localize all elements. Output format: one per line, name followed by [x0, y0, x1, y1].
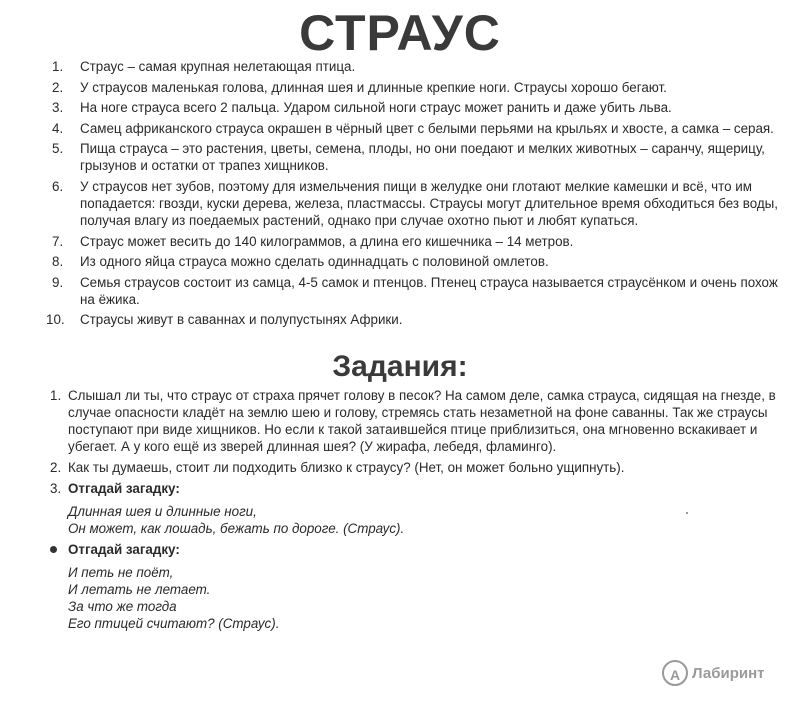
task-text: Слышал ли ты, что страус от страха прячет голову в песок? На самом деле, самка страуса, сидящая на гнезде, в случае опасности кладёт на землю шею и голову, стремясь стать незаметной на фоне саванны. Так же страусы поступают при виде хищников. Но если к такой затаившейся птице приблизиться, она мгновенно вскакивает и убегает. А у кого ещё из зверей длинная шея? (У жирафа, лебедя, фламинго).: [68, 388, 776, 454]
list-item: [50, 58, 790, 75]
task-number: 3.: [50, 481, 62, 496]
riddle-line: И летать не летает.: [68, 582, 211, 597]
item-number: 2.: [52, 79, 64, 95]
item-number: 3.: [52, 100, 64, 116]
riddle-line: Его птицей считают? (Страус).: [68, 616, 280, 631]
riddle-1: [68, 503, 790, 537]
list-item: [46, 311, 790, 328]
item-text: На ноге страуса всего 2 пальца. Ударом сильной ноги страус может ранить и даже убить льва.: [80, 100, 672, 116]
page-title: СТРАУС: [299, 5, 501, 61]
item-text: Пища страуса – это растения, цветы, семена, плоды, но они поедают и мелких животных – саранчу, ящерицу, грызунов и остатки от трапез хищников.: [80, 141, 765, 174]
item-text: У страусов маленькая голова, длинная шея и длинные крепкие ноги. Страусы хорошо бегают.: [80, 79, 667, 95]
item-text: Семья страусов состоит из самца, 4-5 самок и птенцов. Птенец страуса называется страусёнком и очень похож на ёжика.: [80, 274, 778, 307]
item-number: 7.: [52, 233, 64, 249]
labirint-icon: А: [662, 660, 688, 686]
item-text: Страус может весить до 140 килограммов, а длина его кишечника – 14 метров.: [80, 233, 574, 249]
logo-text: Лабиринт: [692, 665, 765, 682]
item-number: 4.: [52, 120, 64, 136]
task-number: 2.: [50, 460, 62, 475]
tasks-section: [46, 387, 790, 636]
riddle-2: [68, 564, 790, 632]
item-number: 1.: [52, 59, 64, 74]
item-text: Самец африканского страуса окрашен в чёрный цвет с белыми перьями на крыльях и хвосте, а самка – серая.: [80, 120, 774, 136]
task-3: [46, 480, 790, 497]
riddle-line: Он может, как лошадь, бежать по дороге. (Страус).: [68, 521, 405, 536]
item-text: У страусов нет зубов, поэтому для измельчения пищи в желудке они глотают мелкие камешки и всё, что им попадается: гвозди, куски дерева, железа, пластмассы. Страусы могут длительное время обходиться без воды, получая влагу из поедаемых растений, однако при случае охотно пьют и любят купаться.: [80, 178, 779, 228]
list-item: [50, 274, 790, 308]
riddle-line: И петь не поёт,: [68, 565, 174, 580]
list-item: [50, 120, 790, 137]
list-item: [50, 178, 790, 229]
item-number: 5.: [52, 141, 64, 157]
item-number: 8.: [52, 254, 64, 270]
task-2: [46, 459, 790, 476]
watermark-logo: [662, 662, 782, 686]
item-text: Из одного яйца страуса можно сделать одиннадцать с половиной омлетов.: [80, 254, 549, 270]
item-text: Страус – самая крупная нелетающая птица.: [80, 59, 356, 74]
task-1: [46, 387, 790, 455]
facts-list: [46, 58, 790, 332]
list-item: [50, 140, 790, 174]
riddle-line: Длинная шея и длинные ноги,: [68, 504, 257, 519]
tasks-heading: Задания:: [332, 350, 468, 383]
task-text: Как ты думаешь, стоит ли подходить близко к страусу? (Нет, он может больно ущипнуть).: [68, 460, 625, 475]
list-item: [50, 253, 790, 270]
scan-speck: [686, 512, 688, 514]
riddle-line: За что же тогда: [68, 599, 177, 614]
bullet-icon: [50, 546, 57, 553]
task-4: [46, 541, 790, 558]
item-number: 10.: [46, 312, 65, 328]
list-item: [50, 79, 790, 96]
riddle-label: Отгадай загадку:: [68, 481, 180, 496]
item-number: 9.: [52, 274, 64, 290]
item-number: 6.: [52, 178, 64, 194]
list-item: [50, 233, 790, 250]
item-text: Страусы живут в саваннах и полупустынях Африки.: [80, 312, 403, 328]
riddle-label: Отгадай загадку:: [68, 542, 180, 557]
list-item: [50, 99, 790, 116]
task-number: 1.: [50, 388, 62, 403]
